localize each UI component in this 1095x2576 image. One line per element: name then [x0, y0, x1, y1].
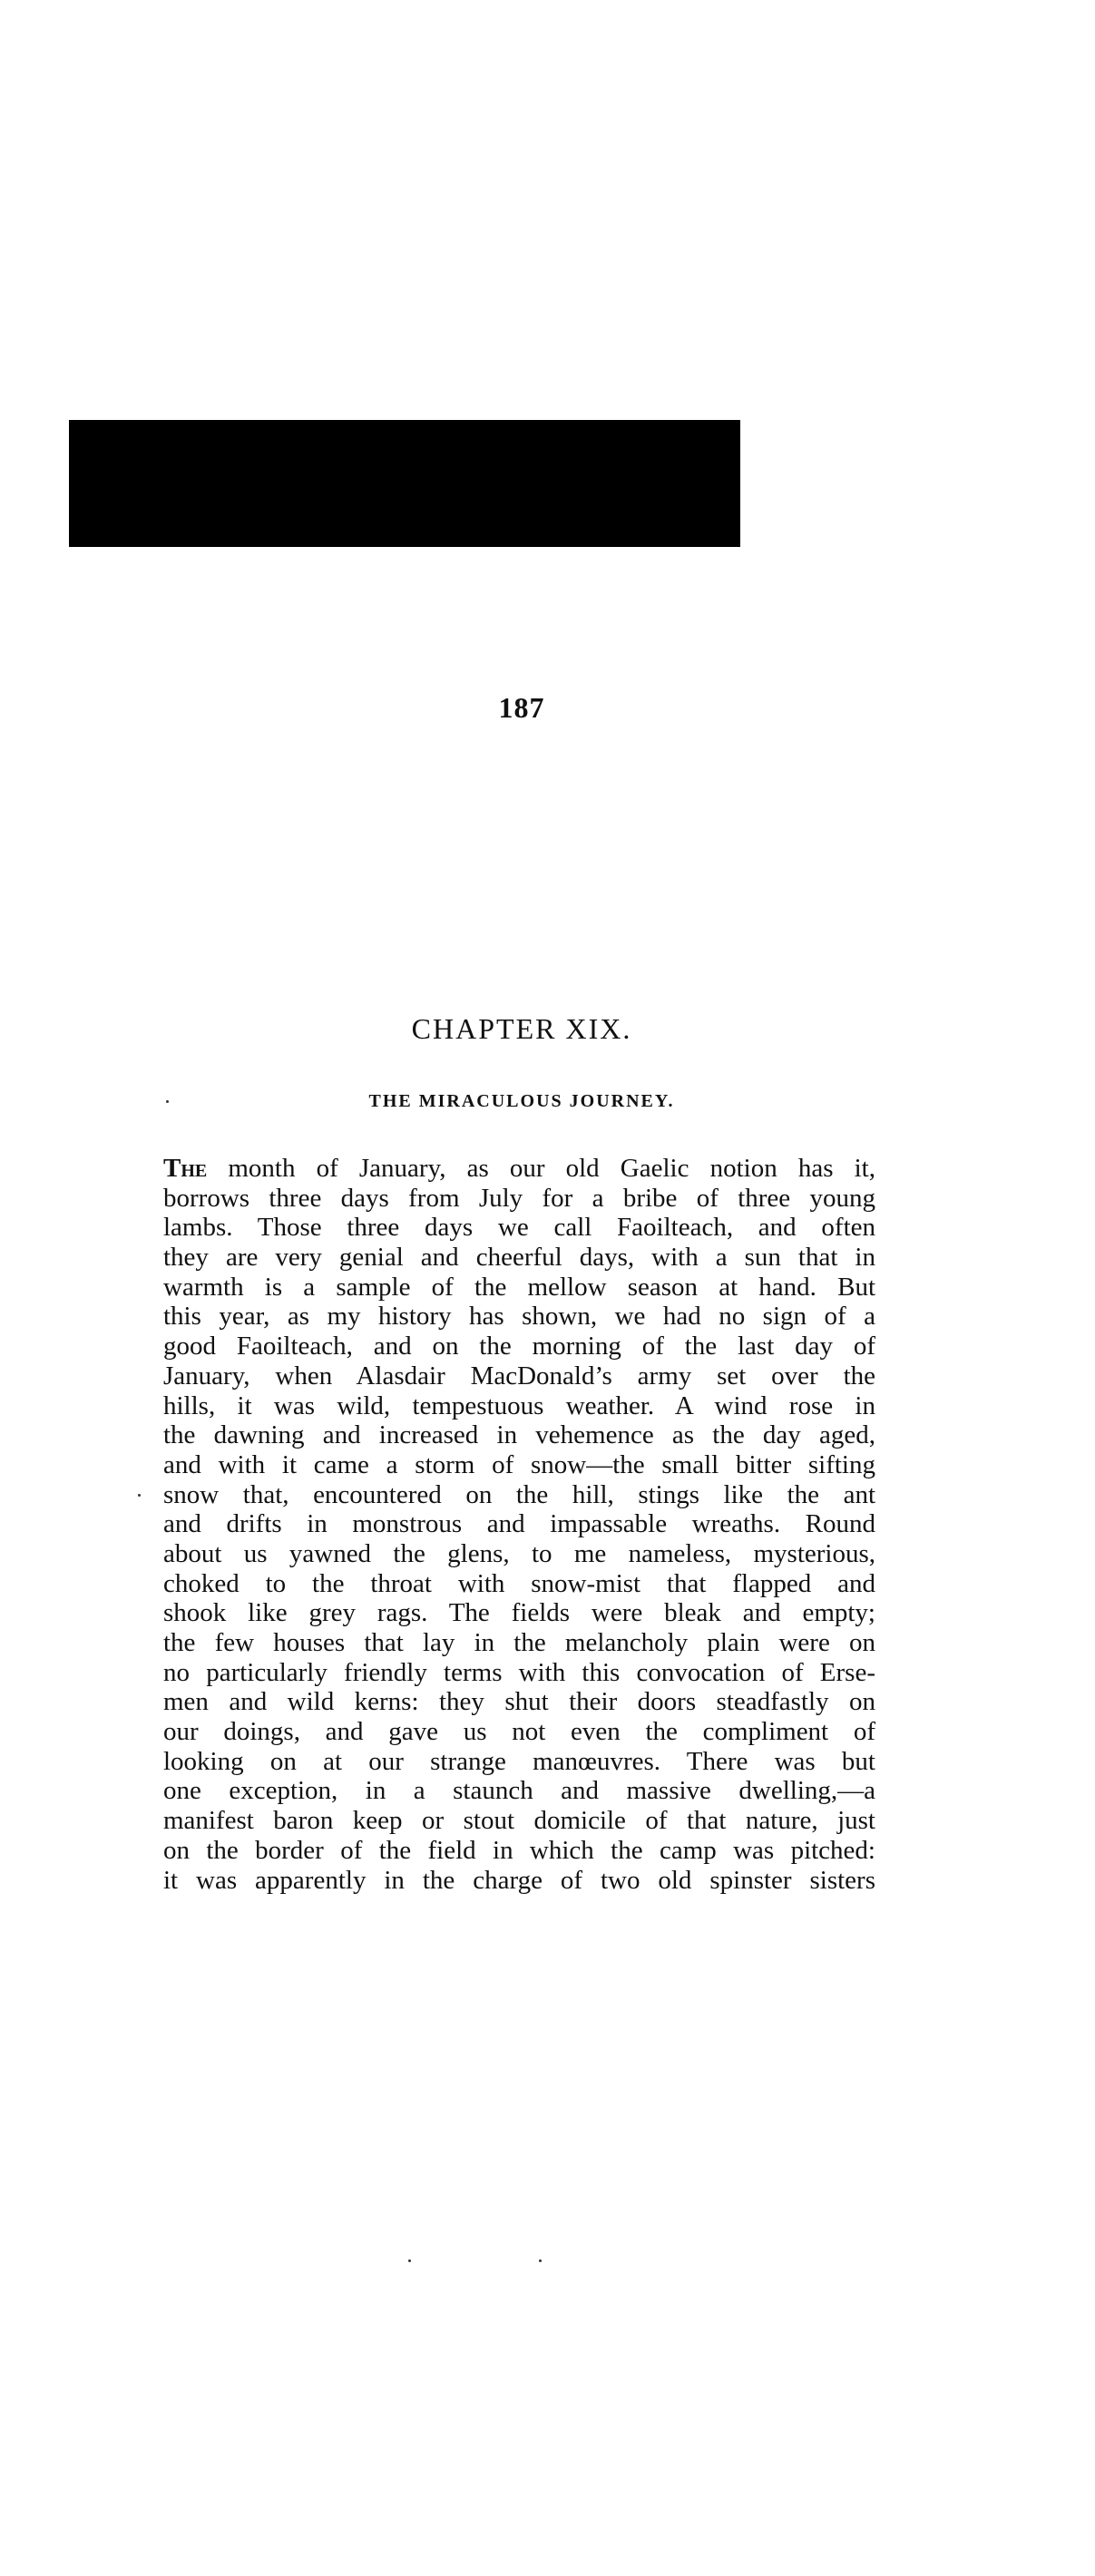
text-line: on the border of the field in which the camp was pitched: [163, 1835, 875, 1865]
text-line: one exception, in a staunch and massive dwelling,—a [163, 1776, 875, 1806]
text-line: and drifts in monstrous and impassable wreaths. Round [163, 1509, 875, 1539]
redaction-bar [69, 420, 740, 547]
body-paragraph [163, 1154, 875, 1895]
text-line: it was apparently in the charge of two old spinster sisters [163, 1865, 875, 1895]
text-line: and with it came a storm of snow—the small bitter sifting [163, 1449, 875, 1479]
text-line: shook like grey rags. The fields were bleak and empty; [163, 1598, 875, 1628]
print-speck [138, 1494, 141, 1497]
text-line: The month of January, as our old Gaelic notion has it, [163, 1154, 875, 1183]
text-line: about us yawned the glens, to me nameless, mysterious, [163, 1538, 875, 1568]
text-line: snow that, encountered on the hill, stings like the ant [163, 1479, 875, 1509]
chapter-subtitle: THE MIRACULOUS JOURNEY. [368, 1091, 675, 1111]
text-line: no particularly friendly terms with this convocation of Erse- [163, 1657, 875, 1687]
chapter-title: CHAPTER XIX. [411, 1012, 632, 1045]
text-line: looking on at our strange manœuvres. There was but [163, 1746, 875, 1776]
text-line: manifest baron keep or stout domicile of that nature, just [163, 1806, 875, 1836]
text-line: this year, as my history has shown, we had no sign of a [163, 1302, 875, 1332]
text-line: borrows three days from July for a bribe of three young [163, 1183, 875, 1213]
print-speck [539, 2259, 542, 2262]
text-line: men and wild kerns: they shut their doors steadfastly on [163, 1687, 875, 1717]
text-line: they are very genial and cheerful days, with a sun that in [163, 1243, 875, 1273]
text-line: the few houses that lay in the melancholy plain were on [163, 1628, 875, 1657]
drop-word: The [163, 1154, 208, 1183]
print-speck [408, 2259, 411, 2262]
text-line: warmth is a sample of the mellow season at hand. But [163, 1272, 875, 1302]
text-line: the dawning and increased in vehemence as the day aged, [163, 1420, 875, 1450]
page-number: 187 [498, 691, 545, 724]
text-line: good Faoilteach, and on the morning of the last day of [163, 1332, 875, 1361]
text-line: hills, it was wild, tempestuous weather. A wind rose in [163, 1390, 875, 1420]
text-line: our doings, and gave us not even the compliment of [163, 1717, 875, 1747]
text-line: lambs. Those three days we call Faoilteach, and often [163, 1213, 875, 1243]
text-line: January, when Alasdair MacDonald’s army set over the [163, 1361, 875, 1390]
text-line: choked to the throat with snow-mist that flapped and [163, 1568, 875, 1598]
